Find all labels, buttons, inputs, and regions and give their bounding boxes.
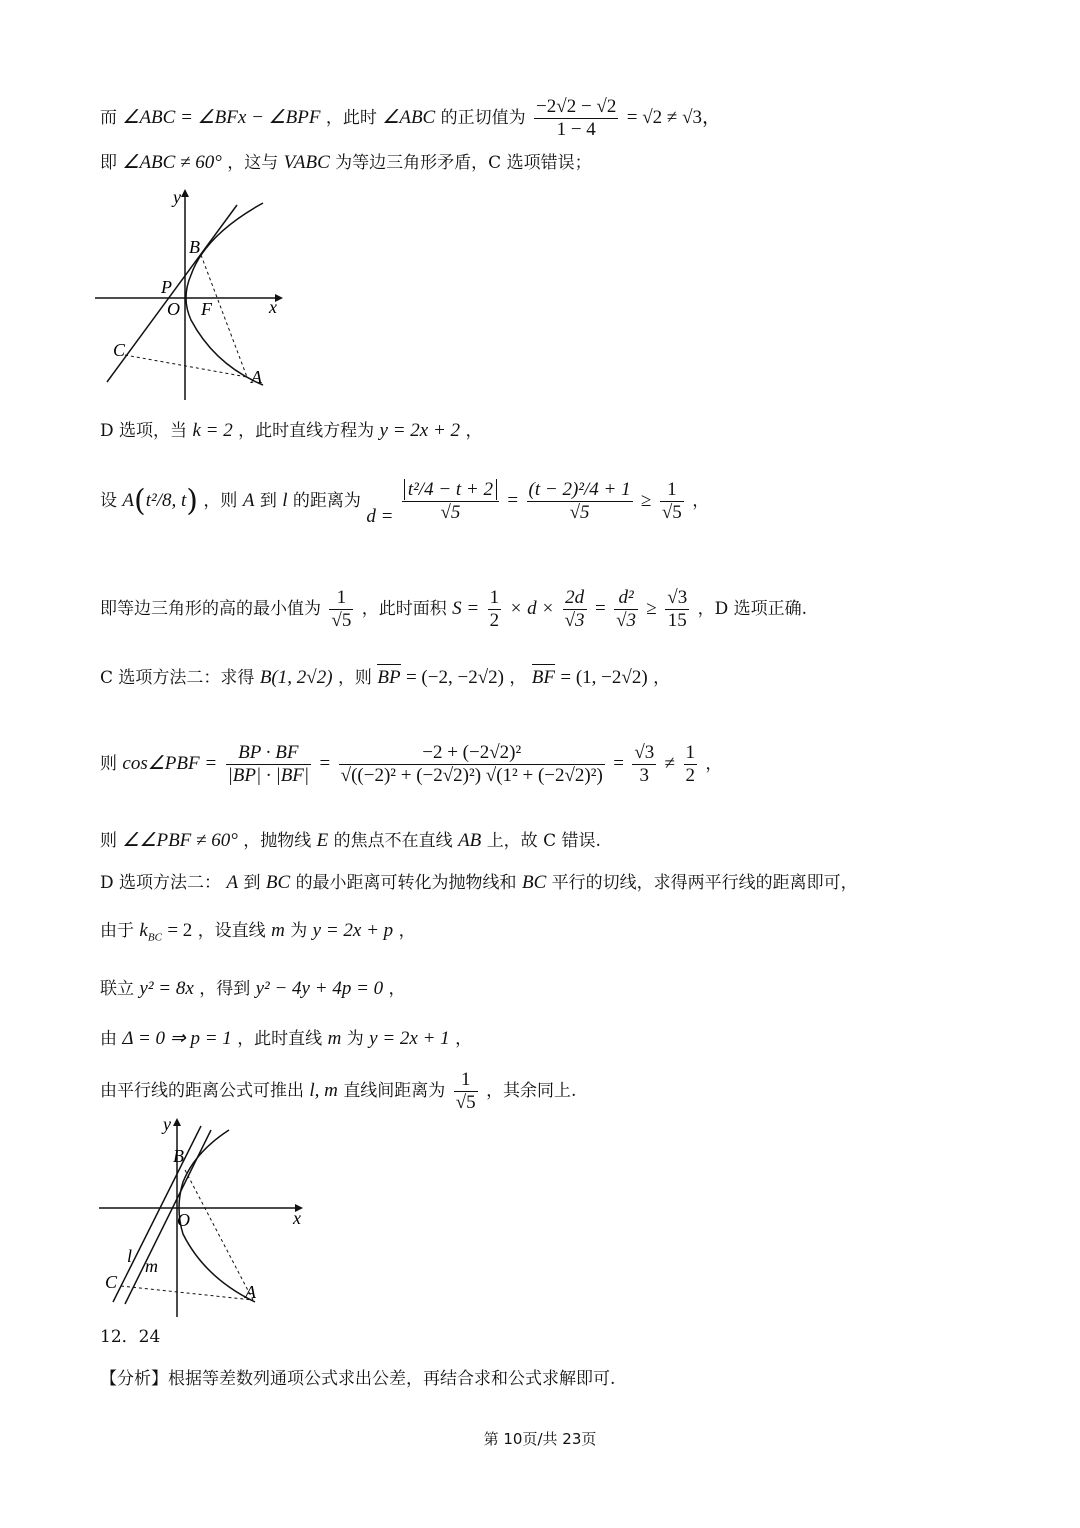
text-line-1 [100,96,721,141]
text-line-10 [100,918,416,950]
fig2-label-x: x [293,1208,301,1228]
text: D 选项，当 [100,421,188,441]
numerator: 1 [329,587,353,610]
math: = √2 ≠ √3， [626,107,721,128]
text-line-2 [100,150,592,176]
numerator: (t − 2)²/4 + 1 [528,479,631,500]
text-line-13 [100,1066,576,1116]
text: 为等边三角形矛盾，C 选项错误； [335,153,592,173]
math: l, m [309,1080,338,1101]
fraction [488,587,502,632]
math: = [613,753,624,774]
text: 直线间距离为 [343,1081,446,1101]
text: ，设直线 [197,921,266,941]
fraction [632,742,656,787]
fig2-label-C: C [105,1272,118,1292]
math: m [327,1028,342,1049]
fig1-label-P: P [161,277,172,297]
denominator: √5 [331,610,352,631]
fraction [226,742,312,787]
text: ，此时面积 [361,599,447,619]
math: t²/8, t [145,490,187,511]
text: 上，故 C 错误. [486,831,601,851]
numerator: BP · BF [226,742,312,765]
numerator: 2d [563,587,587,610]
denominator: 1 − 4 [556,119,596,140]
math: A [122,490,135,511]
fraction [534,96,618,141]
text-line-9 [100,870,858,896]
math: y = 2x + 1 [369,1028,450,1049]
fraction [614,587,638,632]
math: k = 2 [192,420,233,441]
denominator: |BP| · |BF| [227,765,310,786]
fraction [339,742,605,787]
denominator: √((−2)² + (−2√2)²) √(1² + (−2√2)²) [340,765,603,786]
text: 由平行线的距离公式可推出 [100,1081,304,1101]
text: ，此时 [325,108,377,128]
math: = (−2, −2√2) [405,667,504,688]
denominator: √3 [616,610,637,631]
text-line-6 [100,664,670,691]
math: d = [366,506,394,527]
text: ，D 选项正确. [697,599,808,619]
denominator: 2 [685,765,695,786]
text: ，这与 [227,153,279,173]
text: 为 [290,921,308,941]
math: VABC [283,152,330,173]
page-footer: 第 10页/共 23页 [483,1430,597,1448]
math: y = 2x + p [312,920,394,941]
text: ，则 [203,491,238,511]
vector-BF: BF [532,664,555,691]
vector-BP: BP [377,664,400,691]
math: B(1, 2√2) [259,667,333,688]
figure-parabola-2 [95,1112,315,1322]
text: 由 [100,1029,117,1049]
text: D 选项方法二： [100,873,222,893]
denominator: 15 [667,610,687,631]
numerator: 1 [454,1069,478,1092]
numerator: −2√2 − √2 [536,96,617,117]
fig1-label-A: A [251,367,262,387]
numerator: 1 [489,587,500,608]
text: ，则 [337,668,372,688]
text-line-7: 则 cos∠PBF = $\frac{BP \cdot BF}{|BP| \cdot |BF|}$ = $\frac{\text{−2 + (−2√2)²}}{\text{√((−2)² + (−2√2)²) √(1² + (−2√2)²)}}$ = $\frac{√3}{3}$ ≠ $\frac{1}{2}$ ， [100,742,723,786]
math: l [282,490,288,511]
math: A [226,872,239,893]
math: y = 2x + 2 [379,420,461,441]
text: 到 [259,491,277,511]
math: = (1, −2√2) [560,667,648,688]
denominator: 3 [639,765,650,786]
numerator: −2 + (−2√2)² [339,742,605,765]
text: ， [653,668,671,688]
math: k [139,920,148,941]
math: ≠ [664,753,676,774]
fig2-label-B: B [173,1146,184,1166]
math: E [316,830,329,851]
math: ≥ [646,598,657,619]
fraction [563,587,587,632]
math: A [242,490,255,511]
math: BC [265,872,291,893]
math: y² = 8x [139,978,194,999]
fig2-label-A: A [245,1282,256,1302]
text: ， [455,1029,473,1049]
text: 平行的切线，求得两平行线的距离即可， [551,873,858,893]
analysis-line [100,1366,615,1392]
text: ， [705,754,723,774]
math: cos∠PBF = [122,753,218,774]
fig1-label-B: B [189,237,200,257]
math: m [271,920,285,941]
text-line-4: 设 A(t²/8, t) ，则 A 到 l 的距离为 d = $\frac{\text{t²/4 − t + 2}}{√5}$ = $\frac{\text{(t − 2)²/4 + 1}}{√5}$ ≥ $\frac{1}{√5}$ ， [100,479,710,527]
answer-number [100,1324,160,1350]
fig2-label-l: l [127,1246,133,1266]
text: 即等边三角形的高的最小值为 [100,599,321,619]
numerator: d² [614,587,638,610]
numerator: √3 [667,587,688,608]
denominator: √5 [569,502,590,523]
math: ∠ABC [382,107,436,128]
math: = 2 [167,920,193,941]
fraction [527,479,633,524]
text: 则 [100,754,117,774]
math: AB [458,830,482,851]
numerator: √3 [634,742,655,763]
math: ∠ABC ≠ 60° [122,152,222,173]
text: ，此时直线 [237,1029,323,1049]
text: ， [465,421,483,441]
text: 则 [100,831,117,851]
text: 即 [100,153,117,173]
text: ，得到 [199,979,251,999]
fig1-label-x: x [269,297,277,317]
numerator: 1 [660,479,684,502]
text: 联立 [100,979,134,999]
text-line-8 [100,828,601,854]
text: 的距离为 [292,491,361,511]
denominator: √5 [661,502,682,523]
text: 的最小距离可转化为抛物线和 [295,873,517,893]
fig1-label-F: F [201,299,212,319]
fig1-label-O: O [167,299,180,319]
fraction [665,587,689,632]
text: ， [398,921,416,941]
text: ， [692,491,710,511]
fraction [454,1069,478,1114]
text-line-12 [100,1026,472,1052]
text: 设 [100,491,117,511]
math: × d × [509,598,555,619]
subscript: BC [147,931,162,944]
fraction [660,479,684,524]
text: ， [388,979,406,999]
math: ∠ABC = ∠BFx − ∠BPF [122,107,321,128]
text: 到 [243,873,261,893]
denominator: √5 [440,502,461,523]
text-line-5 [100,584,807,634]
denominator: 2 [489,610,500,631]
math: ≥ [641,490,652,511]
fig2-label-y: y [163,1114,171,1134]
text: 由于 [100,921,134,941]
math: ∠∠PBF ≠ 60° [122,830,238,851]
numerator: t²/4 − t + 2 [404,479,497,500]
text: 为 [346,1029,364,1049]
text: ，其余同上. [486,1081,577,1101]
text: 而 [100,108,117,128]
math: S = [452,598,480,619]
fig2-label-O: O [177,1210,190,1230]
math: y² − 4y + 4p = 0 [255,978,384,999]
fraction [329,587,353,632]
text-line-3 [100,418,482,444]
math: Δ = 0 ⇒ p = 1 [122,1028,232,1049]
text: 12．24 [100,1327,161,1347]
math: BC [521,872,547,893]
text: 的正切值为 [440,108,526,128]
figure-parabola-1 [95,185,295,405]
text: C 选项方法二：求得 [100,668,255,688]
fig1-label-C: C [113,340,126,360]
text: ，此时直线方程为 [238,421,375,441]
text: 的焦点不在直线 [333,831,453,851]
numerator: 1 [685,742,695,763]
fig2-label-m: m [145,1256,158,1276]
denominator: √3 [564,610,585,631]
text-line-11 [100,976,406,1002]
text: ， [509,668,527,688]
denominator: √5 [455,1092,476,1113]
fig1-label-y: y [173,187,181,207]
text: ，抛物线 [243,831,312,851]
fraction [684,742,698,787]
fraction [402,479,499,524]
math: = [594,598,606,619]
text: 【分析】根据等差数列通项公式求出公差，再结合求和公式求解即可. [100,1369,616,1389]
